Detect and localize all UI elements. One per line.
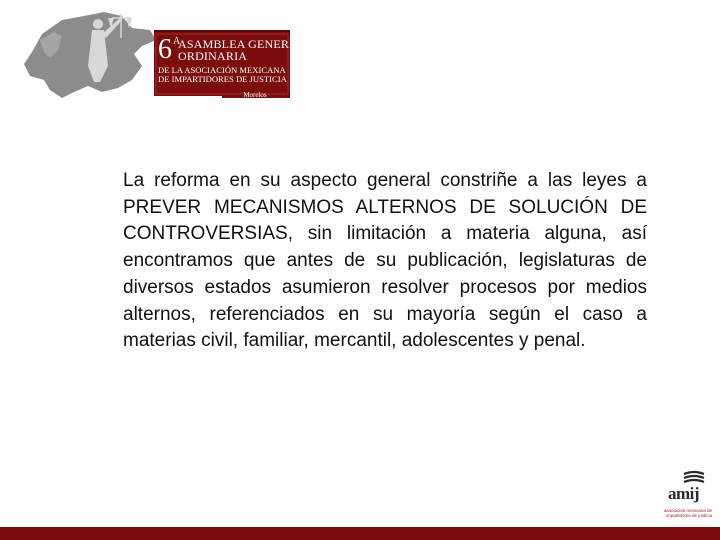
logo-subtitle-line2: DE IMPARTIDORES DE JUSTICIA [158, 74, 287, 84]
amij-logo [648, 470, 712, 524]
body-paragraph: La reforma en su aspecto general constriñe a las leyes a PREVER MECANISMOS ALTERNOS DE SOLUCIÓN DE CONTROVERSIAS, sin limitación a materia alguna, así encontramos que antes de su publicación, legislaturas de diversos estados asumieron resolver procesos por medios alternos, referenciados en su mayoría según el caso a materias civil, familiar, mercantil, adolescentes y penal. [123, 170, 647, 352]
event-logo [22, 6, 306, 106]
event-logo-text [158, 36, 310, 96]
logo-title-line1: ASAMBLEA GENERAL [178, 37, 306, 51]
logo-city: Morelos [243, 91, 267, 99]
logo-subtitle-line1: DE LA ASOCIACIÓN MEXICANA [158, 65, 286, 75]
logo-title-line2: ORDINARIA [178, 49, 248, 63]
bottom-bar [0, 527, 720, 540]
amij-subtitle-line1: asociación mexicana de [663, 508, 712, 513]
edition-number: 6 [158, 34, 172, 65]
amij-subtitle-line2: impartidores de justicia [665, 513, 712, 518]
edition-superscript: A [173, 36, 181, 47]
amij-wordmark: amij [668, 484, 700, 503]
